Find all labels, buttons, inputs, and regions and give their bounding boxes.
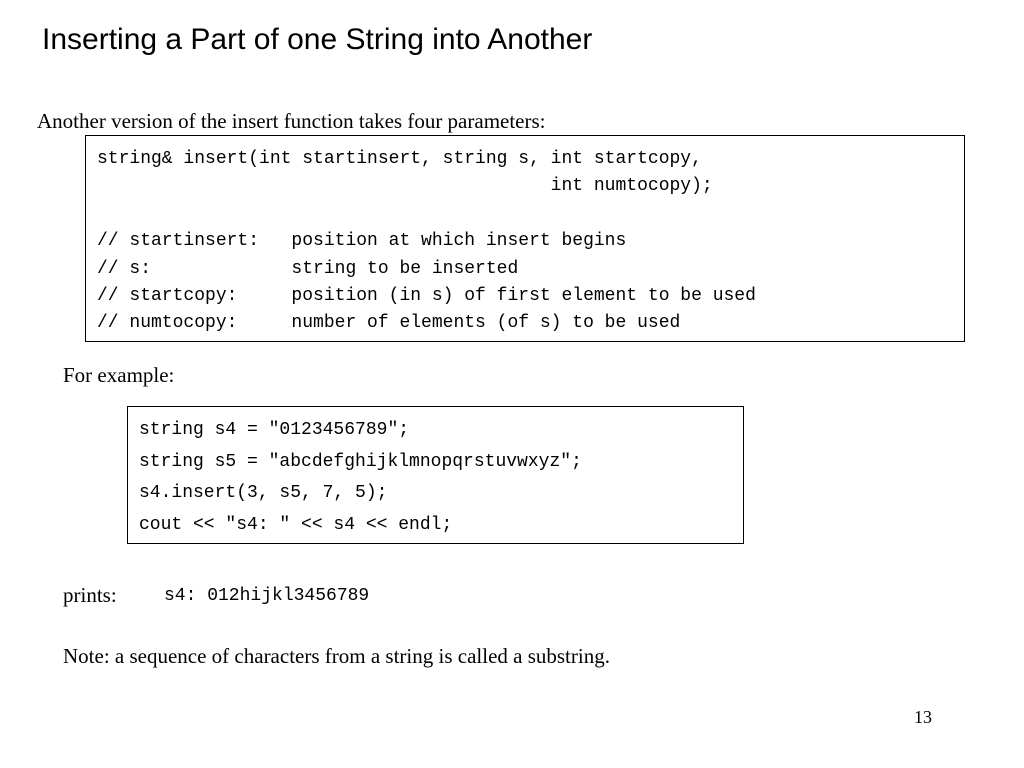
prints-output: s4: 012hijkl3456789: [164, 586, 370, 606]
note-text: Note: a sequence of characters from a string is called a substring.: [63, 644, 610, 668]
slide-title: Inserting a Part of one String into Another: [42, 23, 593, 56]
example-line-2: string s5 = "abcdefghijklmnopqrstuvwxyz";: [139, 451, 582, 472]
prints-label: prints:: [63, 583, 117, 607]
signature-code-box: [85, 135, 965, 342]
example-line-1: string s4 = "0123456789";: [139, 420, 410, 440]
comment-s: // s: string to be inserted: [97, 258, 519, 279]
comment-numtocopy: // numtocopy: number of elements (of s) to be used: [97, 313, 681, 334]
example-line-3: s4.insert(3, s5, 7, 5);: [139, 483, 388, 503]
comment-startinsert: // startinsert: position at which insert begins: [97, 231, 627, 252]
example-line-4: cout << "s4: " << s4 << endl;: [139, 514, 453, 535]
signature-line-1: string& insert(int startinsert, string s, int startcopy,: [97, 149, 702, 169]
example-label: For example:: [63, 363, 175, 387]
signature-line-2: int numtocopy);: [97, 176, 713, 197]
page-number: 13: [914, 707, 932, 727]
comment-startcopy: // startcopy: position (in s) of first element to be used: [97, 286, 756, 307]
signature-blank-line: [97, 201, 964, 228]
intro-text: Another version of the insert function takes four parameters:: [37, 109, 546, 133]
example-code-box: [127, 406, 744, 544]
